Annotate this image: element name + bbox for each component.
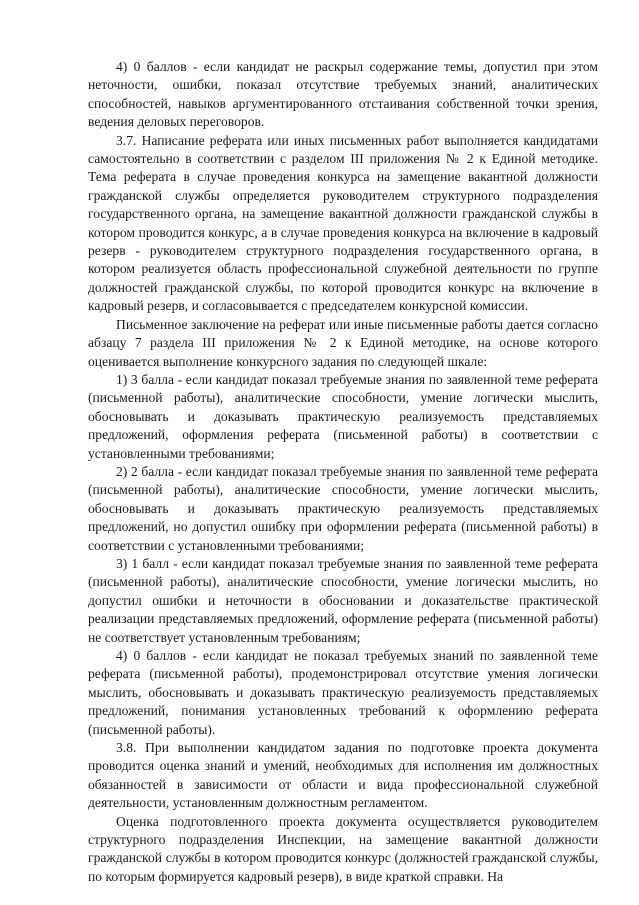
paragraph-two-points: 2) 2 балла - если кандидат показал требуемые знания по заявленной теме реферата (письменной работы), аналитические способности, умение логически мыслить, обосновывать и доказывать практическую реализуемость представляемых предложений, но допустил ошибку при оформлении реферата (письменной работы) в соответствии с установленными требованиями; <box>88 463 598 553</box>
paragraph-3-7-essay: 3.7. Написание реферата или иных письменных работ выполняется кандидатами самостоятельно в соответствии с разделом III приложения № 2 к Единой методике. Тема реферата в случае проведения конкурса на замещение вакантной должности гражданской службы определяется руководителем структурного подразделения государственного органа, на замещение вакантной должности гражданской службы в котором проводится конкурс, а в случае проведения конкурса на включение в кадровый резерв - руководителем структурного подразделения государственного органа, в котором реализуется область профессиональной служебной деятельности по группе должностей гражданской службы, по которой проводится конкурс на включение в кадровый резерв, и согласовывается с председателем конкурсной комиссии. <box>88 132 598 314</box>
paragraph-three-points: 1) 3 балла - если кандидат показал требуемые знания по заявленной теме реферата (письменной работы), аналитические способности, умение логически мыслить, обосновывать и доказывать практическую реализуемость представляемых предложений, оформления реферата (письменной работы) в соответствии с установленными требованиями; <box>88 371 598 461</box>
document-body <box>88 58 598 886</box>
paragraph-zero-points-essay: 4) 0 баллов - если кандидат не показал требуемых знаний по заявленной теме реферата (письменной работы), продемонстрировал отсутствие умения логически мыслить, обосновывать и доказывать практическую реализуемость представляемых предложений, понимания установленных требований к оформлению реферата (письменной работы). <box>88 648 598 737</box>
paragraph-3-8-document-draft: 3.8. При выполнении кандидатом задания по подготовке проекта документа проводится оценка знаний и умений, необходимых для исполнения им должностных обязанностей в зависимости от области и вида профессиональной служебной деятельности, установленным должностным регламентом. <box>88 740 598 811</box>
paragraph-one-point: 3) 1 балл - если кандидат показал требуемые знания по заявленной теме реферата (письменной работы), аналитические способности, умение логически мыслить, но допустил ошибки и неточности в обосновании и доказательстве практической реализации представляемых предложений, оформление реферата (письменной работы) не соответствует установленным требованиям; <box>88 555 598 645</box>
paragraph-zero-points-interview: 4) 0 баллов - если кандидат не раскрыл содержание темы, допустил при этом неточности, ошибки, показал отсутствие требуемых знаний, аналитических способностей, навыков аргументированного отстаивания собственной точки зрения, ведения деловых переговоров. <box>88 59 598 130</box>
paragraph-draft-evaluation: Оценка подготовленного проекта документа осуществляется руководителем структурного подразделения Инспекции, на замещение вакантной должности гражданской службы в котором проводится конкурс (должностей гражданской службы, по которым формируется кадровый резерв), в виде краткой справки. На <box>88 813 598 884</box>
paragraph-written-conclusion: Письменное заключение на реферат или иные письменные работы дается согласно абзацу 7 раздела III приложения № 2 к Единой методике, на основе которого оценивается выполнение конкурсного задания по следующей шкале: <box>88 316 598 369</box>
